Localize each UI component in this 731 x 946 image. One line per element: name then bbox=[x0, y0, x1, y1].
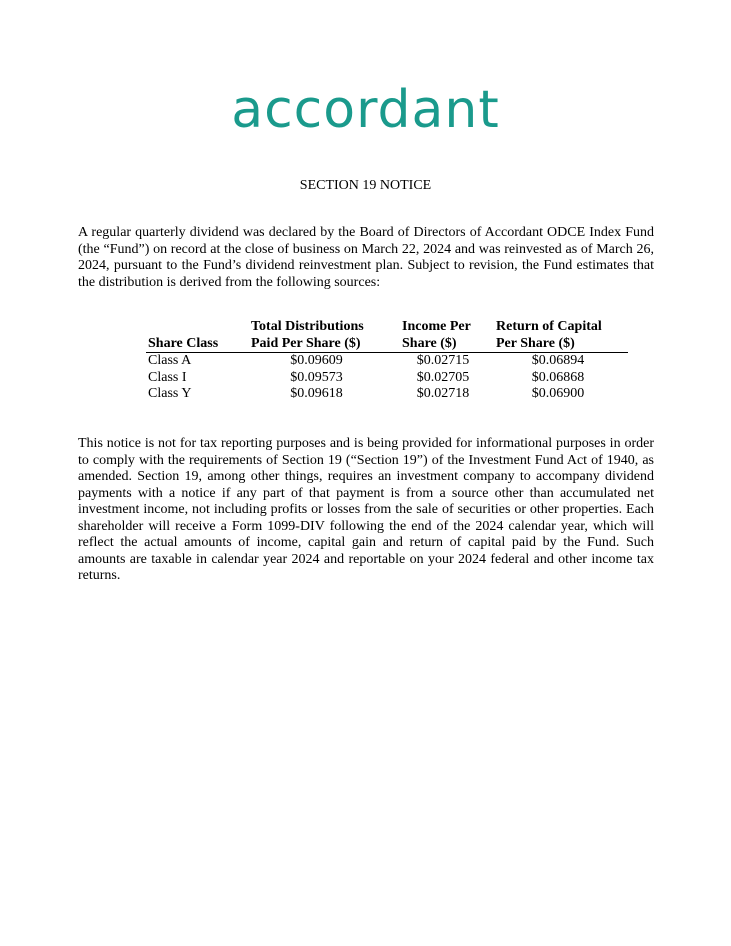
header-return-of-capital: Return of Capital Per Share ($) bbox=[496, 319, 628, 353]
table-header-row bbox=[146, 319, 628, 353]
cell-share-class: Class Y bbox=[148, 386, 192, 401]
cell-total: $0.09618 bbox=[290, 386, 343, 401]
cell-total: $0.09573 bbox=[290, 369, 343, 385]
table-row bbox=[146, 370, 628, 387]
cell-return-of-capital: $0.06868 bbox=[531, 369, 585, 385]
cell-total: $0.09609 bbox=[290, 353, 343, 368]
cell-return-of-capital: $0.06900 bbox=[531, 386, 585, 401]
header-share-class: Share Class bbox=[146, 319, 251, 353]
accordant-logo bbox=[0, 78, 731, 142]
header-income-per-share: Income Per Share ($) bbox=[402, 319, 496, 353]
cell-income: $0.02715 bbox=[416, 353, 470, 368]
cell-return-of-capital: $0.06894 bbox=[531, 353, 585, 368]
header-total-distributions: Total Distributions Paid Per Share ($) bbox=[251, 319, 402, 353]
intro-paragraph: A regular quarterly dividend was declared by the Board of Directors of Accordant ODCE Index Fund (the “Fund”) on record at the close of business on March 22, 2024 and was reinvested as of March 26, 2024, pursuant to the Fund’s dividend reinvestment plan. Subject to revision, the Fund estimates that the distribution is derived from the following sources: bbox=[78, 225, 654, 290]
cell-share-class: Class I bbox=[148, 369, 187, 385]
cell-share-class: Class A bbox=[148, 353, 192, 368]
notice-title: SECTION 19 NOTICE bbox=[299, 178, 432, 193]
table-row bbox=[146, 353, 628, 370]
table-row bbox=[146, 386, 628, 403]
distribution-table bbox=[146, 319, 628, 403]
logo-text: accordant bbox=[231, 80, 500, 140]
disclaimer-paragraph: This notice is not for tax reporting purposes and is being provided for informational purposes in order to comply with the requirements of Section 19 (“Section 19”) of the Investment Fund Act of 1940, as amended. Section 19, among other things, requires an investment company to accompany dividend payments with a notice if any part of that payment is from a source other than accumulated net investment income, not including profits or losses from the sale of securities or other properties. Each shareholder will receive a Form 1099-DIV following the end of the 2024 calendar year, which will reflect the actual amounts of income, capital gain and return of capital paid by the Fund. Such amounts are taxable in calendar year 2024 and reportable on your 2024 federal and other income tax returns. bbox=[78, 436, 654, 583]
cell-income: $0.02718 bbox=[416, 386, 470, 401]
cell-income: $0.02705 bbox=[416, 369, 470, 385]
